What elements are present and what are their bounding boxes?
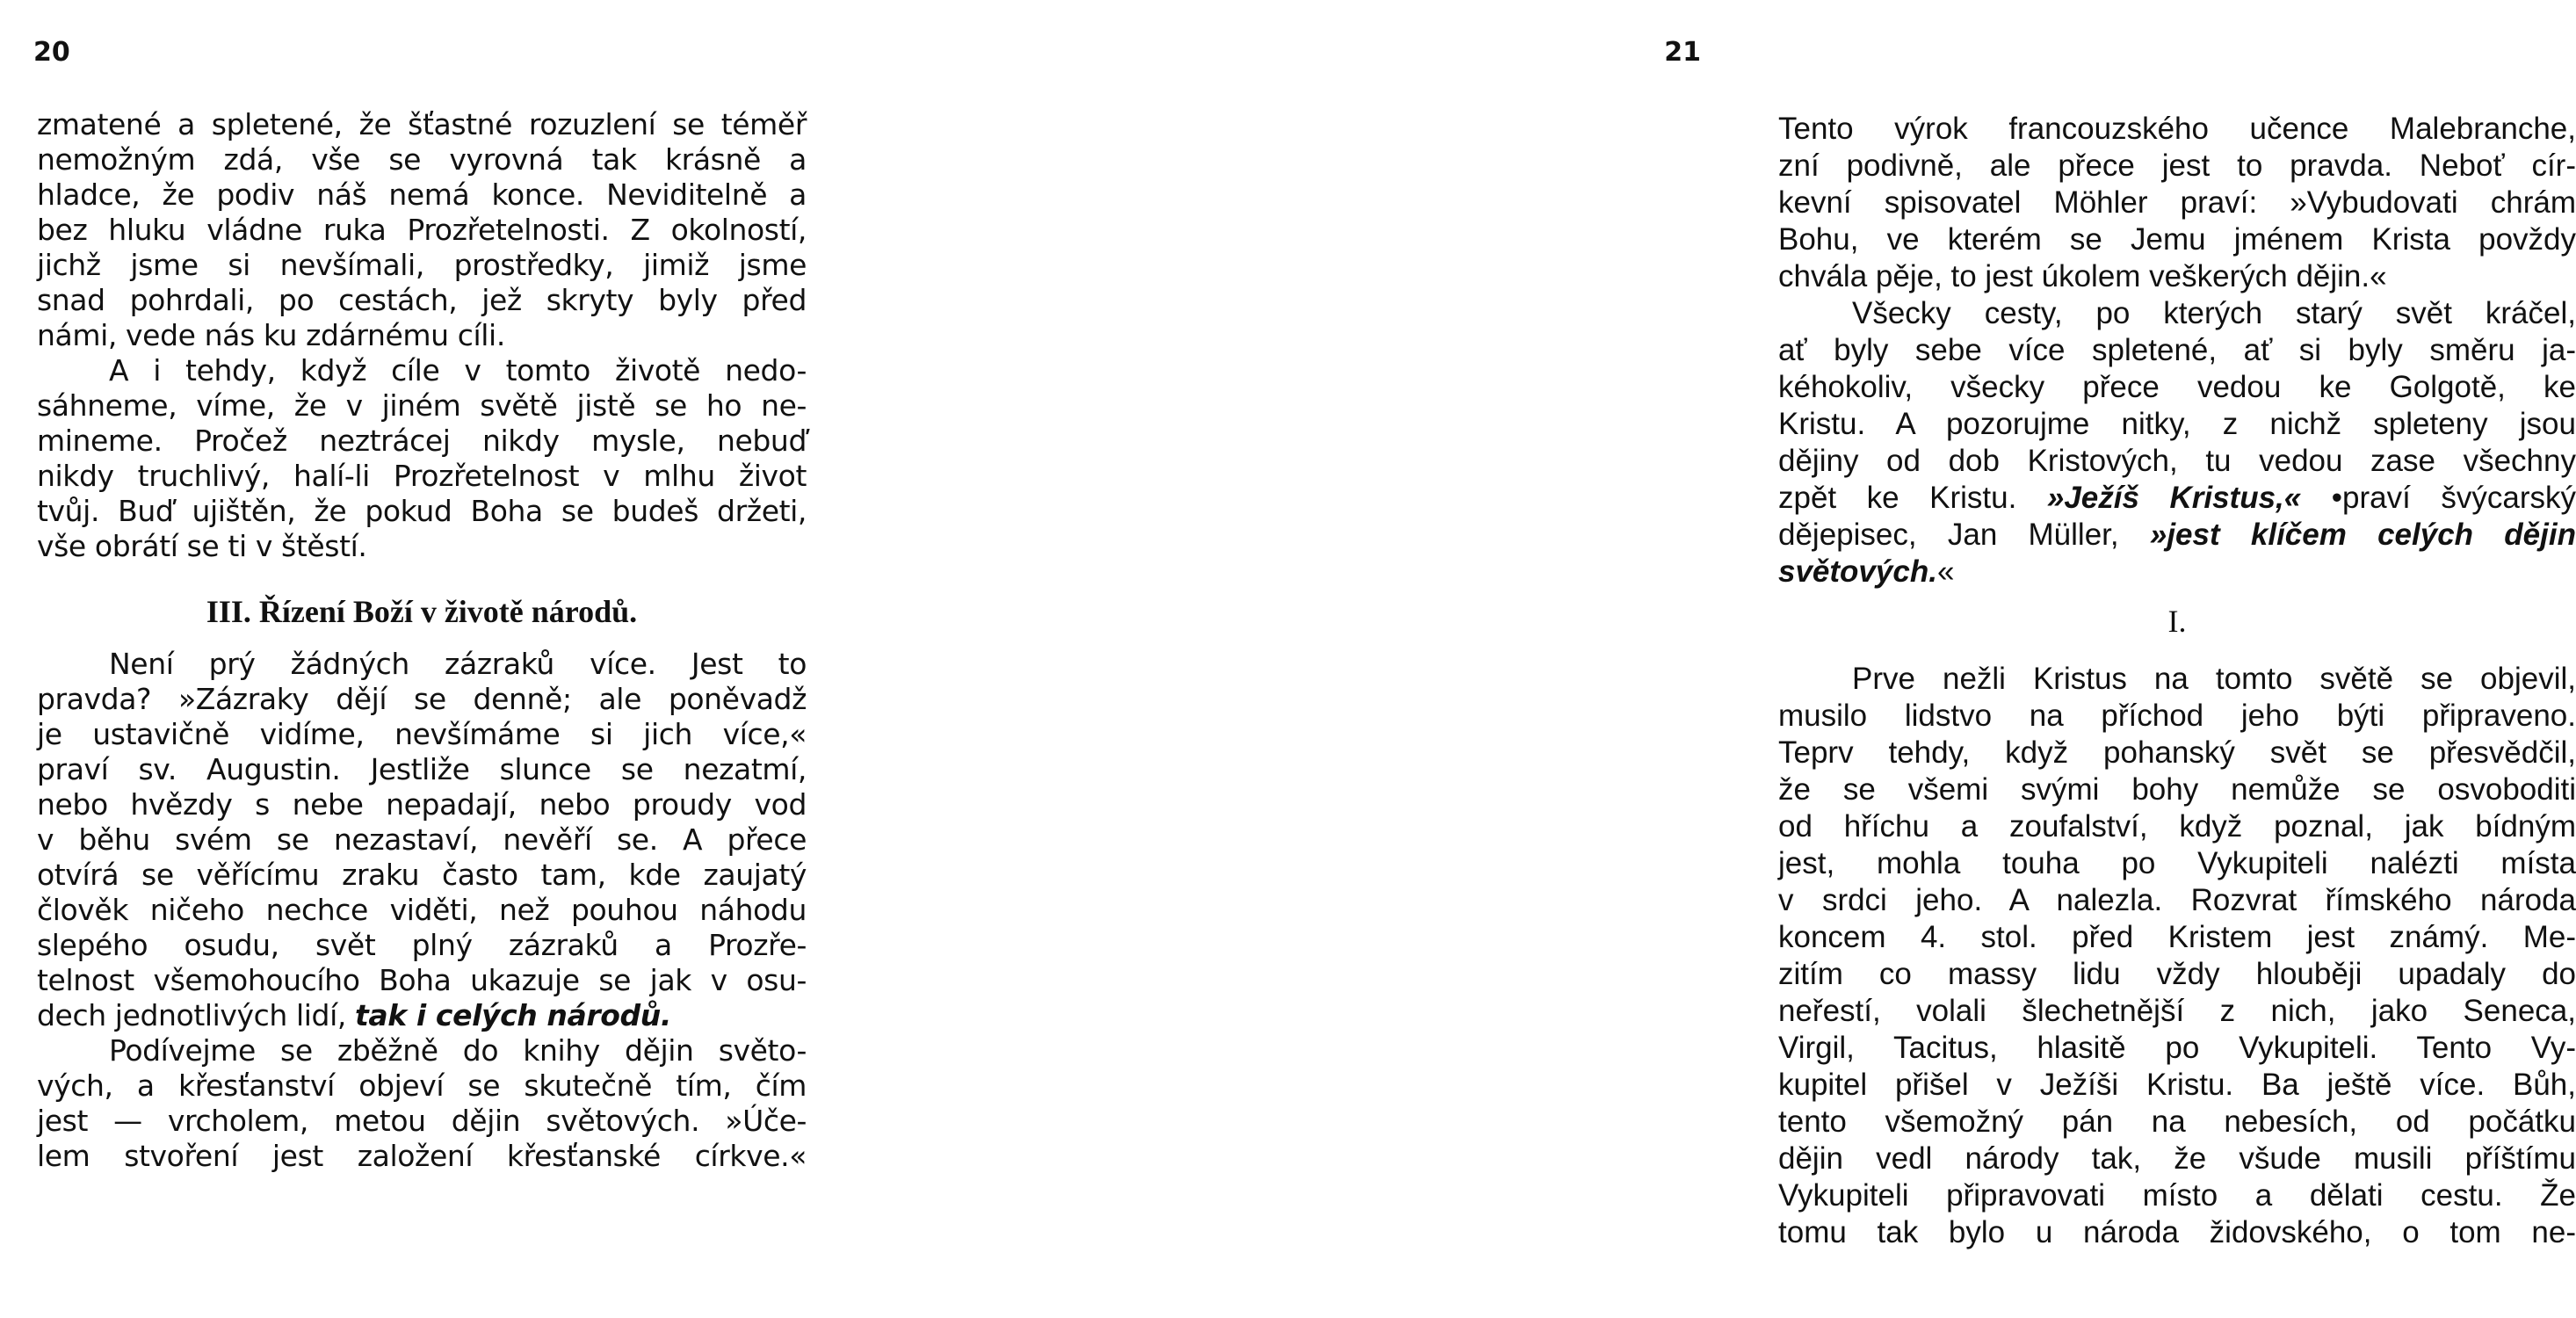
text-line: telnost všemohoucího Boha ukazuje se jak v osu- (37, 963, 807, 997)
text-run: zpět ke Kristu. (1778, 481, 2017, 515)
paragraph-first-line: A i tehdy, když cíle v tomto životě nedo- (109, 353, 807, 387)
section-numeral: I. (2167, 604, 2187, 639)
text-line: snad pohrdali, po cestách, jež skryty byly před (37, 283, 807, 317)
text-line: v srdci jeho. A nalezla. Rozvrat římského národa (1778, 883, 2576, 917)
text-line: nebo hvězdy s nebe nepadají, nebo proudy vod (37, 787, 807, 822)
text-line: otvírá se věřícímu zraku často tam, kde zaujatý (37, 858, 807, 892)
text-line (1778, 480, 2576, 517)
text-line: vých, a křesťanství objeví se skutečně tím, čím (37, 1068, 807, 1103)
text-line: Kristu. A pozorujme nitky, z nichž spleteny jsou (1778, 407, 2576, 441)
italic-text-run: tak i celých národů. (355, 998, 671, 1032)
text-line: že se všemi svými bohy nemůže se osvoboditi (1778, 772, 2576, 807)
section-heading: III. Řízení Boží v životě národů. (206, 594, 638, 629)
text-line: mineme. Pročež neztrácej nikdy mysle, nebuď (37, 424, 807, 458)
text-line: vše obrátí se ti v štěstí. (37, 529, 367, 563)
text-line (1778, 554, 2576, 590)
text-run: « (1936, 554, 1955, 589)
text-line: Tento výrok francouzského učence Malebranche, (1778, 112, 2576, 146)
text-line: dějin vedl národy tak, že všude musili příštímu (1778, 1141, 2576, 1176)
text-run: dech jednotlivých lidí, (37, 998, 346, 1032)
text-line: v běhu svém se nezastaví, nevěří se. A přece (37, 822, 807, 857)
paragraph-first-line: Všecky cesty, po kterých starý svět kráčel, (1852, 296, 2576, 330)
text-run: •praví švýcarský (2331, 481, 2576, 515)
italic-text-run: světových. (1778, 554, 1937, 589)
text-line: Vykupiteli připravovati místo a dělati cestu. Že (1778, 1178, 2576, 1213)
text-line: neřestí, volali šlechetnější z nich, jako Seneca, (1778, 994, 2576, 1028)
text-line: sáhneme, víme, že v jiném světě jistě se ho ne- (37, 388, 807, 423)
left-page (0, 0, 868, 1318)
text-line: slepého osudu, svět plný zázraků a Prozře- (37, 928, 807, 962)
right-text-column (1778, 111, 2576, 1251)
text-line: kupitel přišel v Ježíši Kristu. Ba ještě více. Bůh, (1778, 1068, 2576, 1102)
text-line: musilo lidstvo na příchod jeho býti připraveno. (1778, 699, 2576, 733)
text-line: zní podivně, ale přece jest to pravda. Neboť cír- (1778, 148, 2576, 183)
text-line: koncem 4. stol. před Kristem jest známý. Me- (1778, 920, 2576, 954)
text-line: od hříchu a zoufalství, když poznal, jak bídným (1778, 809, 2576, 844)
italic-text-run: »Ježíš Kristus,« (2046, 481, 2302, 515)
text-line (37, 998, 807, 1033)
text-run: dějepisec, Jan Müller, (1778, 518, 2119, 552)
text-line: lem stvoření jest založení křesťanské církve.« (37, 1139, 807, 1173)
text-line: jichž jsme si nevšímali, prostředky, jimiž jsme (37, 248, 807, 282)
text-line (1778, 517, 2576, 554)
text-line: Virgil, Tacitus, hlasitě po Vykupiteli. Tento Vy- (1778, 1031, 2576, 1065)
text-line: pravda? »Zázraky dějí se denně; ale poněvadž (37, 682, 807, 716)
italic-text-run: »jest klíčem celých dějin (2149, 518, 2576, 552)
text-line: námi, vede nás ku zdárnému cíli. (37, 318, 505, 352)
paragraph-first-line: Podívejme se zběžně do knihy dějin světo- (109, 1033, 807, 1068)
text-line: chvála pěje, to jest úkolem veškerých dějin.« (1778, 259, 2387, 293)
text-line: tvůj. Buď ujištěn, že pokud Boha se budeš držeti, (37, 494, 807, 528)
right-page-number: 21 (1664, 37, 1701, 68)
text-line: nemožným zdá, vše se vyrovná tak krásně a (37, 142, 807, 177)
text-line: jest — vrcholem, metou dějin světových. »Úče- (37, 1104, 807, 1138)
text-line: zitím co massy lidu vždy hlouběji upadaly do (1778, 957, 2576, 991)
text-line: Teprv tehdy, když pohanský svět se přesvědčil, (1778, 735, 2576, 770)
text-line: ať byly sebe více spletené, ať si byly směru ja- (1778, 333, 2576, 367)
text-line: nikdy truchlivý, halí-li Prozřetelnost v mlhu život (37, 459, 807, 493)
text-line: je ustavičně vidíme, nevšímáme si jich více,« (37, 717, 807, 751)
text-line: kéhokoliv, všecky přece vedou ke Golgotě, ke (1778, 370, 2576, 404)
text-line: zmatené a spletené, že šťastné rozuzlení se téměř (37, 107, 807, 141)
text-line: hladce, že podiv náš nemá konce. Neviditelně a (37, 177, 807, 212)
text-line: jest, mohla touha po Vykupiteli nalézti místa (1778, 846, 2576, 880)
text-line: praví sv. Augustin. Jestliže slunce se nezatmí, (37, 752, 807, 786)
text-line: kevní spisovatel Möhler praví: »Vybudovati chrám (1778, 185, 2576, 220)
paragraph-first-line: Není prý žádných zázraků více. Jest to (109, 647, 807, 681)
text-line: člověk ničeho nechce viděti, než pouhou náhodu (37, 893, 807, 927)
left-text-column (37, 107, 807, 1174)
text-line: Bohu, ve kterém se Jemu jménem Krista povždy (1778, 222, 2576, 257)
text-line: tomu tak bylo u národa židovského, o tom ne- (1778, 1215, 2576, 1249)
left-page-number: 20 (33, 37, 70, 68)
paragraph-first-line: Prve nežli Kristus na tomto světě se objevil, (1852, 662, 2576, 696)
text-line: dějiny od dob Kristových, tu vedou zase všechny (1778, 444, 2576, 478)
right-page (868, 0, 2576, 1318)
text-line: bez hluku vládne ruka Prozřetelnosti. Z okolností, (37, 213, 807, 247)
text-line: tento všemožný pán na nebesích, od počátku (1778, 1104, 2576, 1139)
